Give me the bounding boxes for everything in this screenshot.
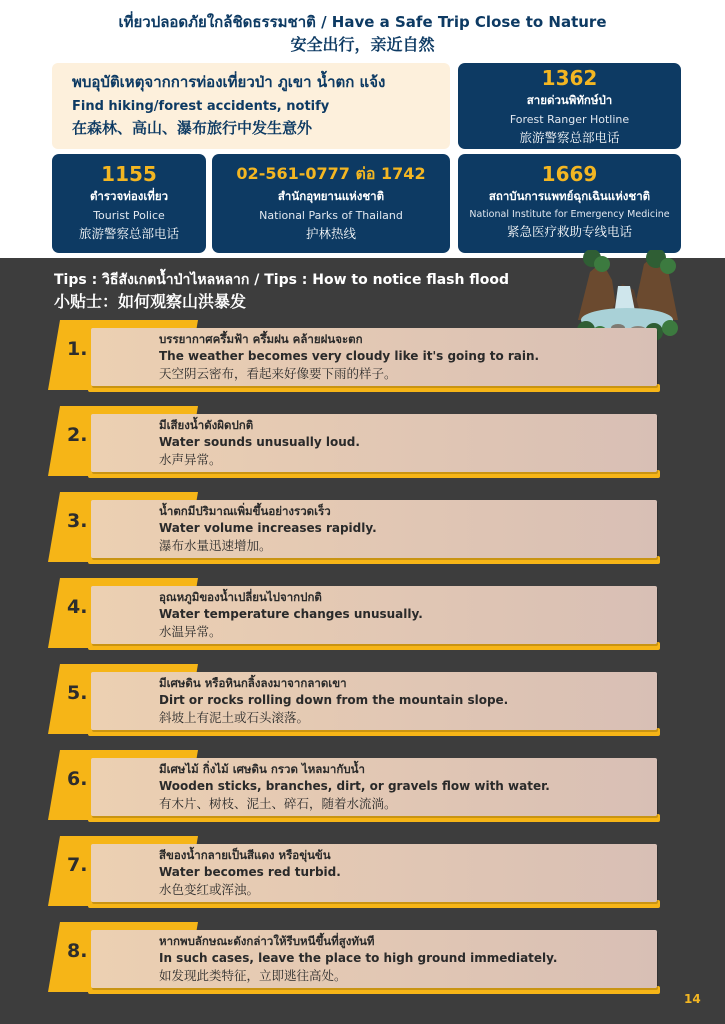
hotline-th: สำนักอุทยานแห่งชาติ [277, 189, 385, 203]
hotline-forest-ranger [458, 63, 681, 149]
tip-text-en: Dirt or rocks rolling down from the mountain slope. [159, 693, 509, 707]
tip-text-en: Water sounds unusually loud. [159, 435, 360, 449]
hotline-zh: 旅游警察总部电话 [519, 130, 620, 145]
hotline-national-parks [212, 154, 450, 253]
tips-title: Tips : วิธีสังเกตน้ำป่าไหลหลาก / Tips : How to notice flash flood [54, 272, 509, 288]
tip-text-en: Water becomes red turbid. [159, 865, 341, 879]
hotline-en: Forest Ranger Hotline [509, 113, 630, 126]
tip-text-zh: 水色变红或浑浊。 [159, 882, 260, 897]
tip-text-en: Water temperature changes unusually. [159, 607, 423, 621]
tip-number: 8. [67, 940, 88, 962]
tip-number: 5. [67, 682, 88, 704]
page-number: 14 [684, 992, 701, 1006]
tip-text-th: น้ำตกมีปริมาณเพิ่มขึ้นอย่างรวดเร็ว [159, 504, 331, 518]
hotline-number: 02-561-0777 ต่อ 1742 [236, 164, 426, 183]
tip-item-3 [48, 492, 660, 570]
tip-number: 4. [67, 596, 88, 618]
tip-item-5 [48, 664, 660, 742]
tip-item-8 [48, 922, 660, 1000]
hotline-tourist-police [52, 154, 206, 253]
tip-text-th: มีเศษไม้ กิ่งไม้ เศษดิน กรวด ไหลมากับน้ำ [159, 762, 365, 776]
tip-text-en: In such cases, leave the place to high ground immediately. [159, 951, 558, 965]
hotline-zh: 紧急医疗救助专线电话 [506, 224, 632, 239]
hotline-th: สถาบันการแพทย์ฉุกเฉินแห่งชาติ [488, 189, 651, 203]
page-title-zh: 安全出行，亲近自然 [290, 35, 435, 54]
tip-item-4 [48, 578, 660, 656]
hotline-th: ตำรวจท่องเที่ยว [89, 189, 169, 203]
tip-number: 7. [67, 854, 88, 876]
tip-item-1 [48, 320, 660, 398]
hotline-zh: 旅游警察总部电话 [78, 226, 179, 241]
tip-text-zh: 如发现此类特征，立即逃往高处。 [159, 968, 347, 983]
tip-number: 3. [67, 510, 88, 532]
tip-text-th: อุณหภูมิของน้ำเปลี่ยนไปจากปกติ [159, 590, 322, 604]
tip-text-zh: 瀑布水量迅速增加。 [159, 538, 272, 553]
tip-text-zh: 天空阴云密布，看起来好像要下雨的样子。 [159, 366, 397, 381]
tip-text-th: หากพบลักษณะดังกล่าวให้รีบหนีขึ้นที่สูงทันที [159, 934, 375, 948]
hotline-en: Tourist Police [93, 209, 165, 222]
tips-title-zh: 小贴士：如何观察山洪暴发 [54, 292, 247, 311]
hotline-en: National Institute for Emergency Medicine [469, 209, 670, 220]
page-title: เที่ยวปลอดภัยใกล้ชิดธรรมชาติ / Have a Safe Trip Close to Nature [118, 13, 607, 31]
notify-th: พบอุบัติเหตุจากการท่องเที่ยวป่า ภูเขา น้ำตก แจ้ง [72, 73, 386, 91]
hotline-th: สายด่วนพิทักษ์ป่า [526, 93, 613, 107]
tip-item-2 [48, 406, 660, 484]
tip-item-6 [48, 750, 660, 828]
tip-text-en: Wooden sticks, branches, dirt, or gravels flow with water. [159, 779, 550, 793]
tip-number: 2. [67, 424, 88, 446]
tip-text-th: สีของน้ำกลายเป็นสีแดง หรือขุ่นข้น [159, 848, 331, 862]
tip-text-zh: 水声异常。 [159, 452, 222, 467]
tip-text-zh: 有木片、树枝、泥土、碎石，随着水流淌。 [159, 796, 397, 811]
hotline-zh: 护林热线 [305, 226, 356, 241]
tip-number: 1. [67, 338, 88, 360]
tip-text-en: The weather becomes very cloudy like it's going to rain. [159, 349, 540, 363]
hotline-number: 1362 [541, 66, 598, 90]
tip-text-th: มีเศษดิน หรือหินกลิ้งลงมาจากลาดเขา [159, 676, 347, 690]
hotline-number: 1155 [101, 162, 157, 186]
hotline-en: National Parks of Thailand [259, 209, 403, 222]
hotline-number: 1669 [541, 162, 598, 186]
tip-text-th: บรรยากาศครึ้มฟ้า ครึ้มฝน คล้ายฝนจะตก [159, 332, 363, 346]
tip-text-zh: 水温异常。 [159, 624, 222, 639]
hotline-emergency-medicine [458, 154, 681, 253]
notify-zh: 在森林、高山、瀑布旅行中发生意外 [72, 119, 313, 137]
tip-number: 6. [67, 768, 88, 790]
notify-box [52, 63, 450, 149]
tip-text-en: Water volume increases rapidly. [159, 521, 377, 535]
tip-text-th: มีเสียงน้ำดังผิดปกติ [159, 418, 254, 432]
tip-text-zh: 斜坡上有泥土或石头滚落。 [159, 710, 310, 725]
tip-item-7 [48, 836, 660, 914]
notify-en: Find hiking/forest accidents, notify [72, 99, 330, 114]
